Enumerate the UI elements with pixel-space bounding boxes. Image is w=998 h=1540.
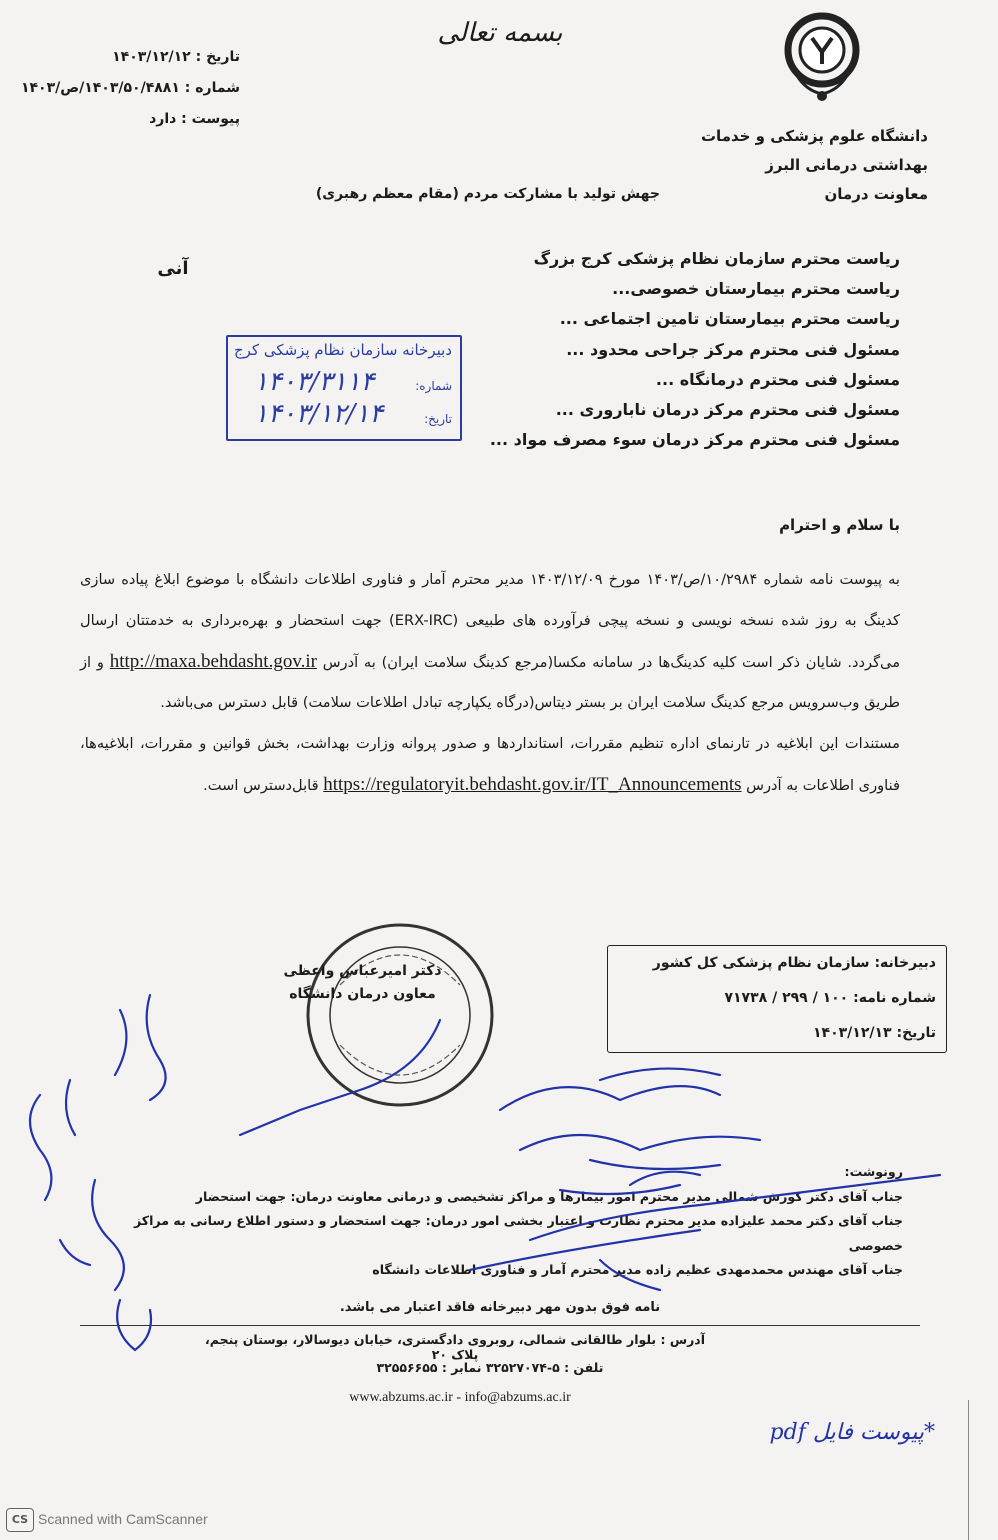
round-seal-icon	[300, 915, 500, 1115]
phone-line: تلفن : ۵-۳۲۵۲۷۰۷۴ نمابر : ۳۲۵۵۶۶۵۵	[376, 1360, 604, 1375]
handwritten-attachment-note: *پیوست فایل pdf	[769, 1420, 935, 1445]
footer-divider	[80, 1325, 920, 1326]
recipient-item: مسئول فنی محترم مرکز درمان ناباروری ...	[555, 400, 900, 420]
validity-note: نامه فوق بدون مهر دبیرخانه فاقد اعتبار می باشد.	[339, 1300, 661, 1315]
body-p1-text-b: و از طریق وب‌سرویس مرجع کدینگ سلامت ایران بر بستر دیتاس(درگاه یکپارچه تبادل اطلاعات سلامت) قابل دسترس می‌باشد.	[80, 653, 900, 712]
web-contact[interactable]: www.abzums.ac.ir - info@abzums.ac.ir	[349, 1390, 571, 1405]
urgency-label: آنی	[157, 258, 189, 279]
signer-name: دکتر امیرعباس واعظی	[283, 963, 442, 979]
university-line-1: دانشگاه علوم پزشکی و خدمات	[700, 127, 928, 145]
body-p1-text-a: به پیوست نامه شماره ۱۰/۲۹۸۴/ص/۱۴۰۳ مورخ ۱۴۰۳/۱۲/۰۹ مدیر محترم آمار و فناوری اطلاعات دانشگاه با موضوع ابلاغ پیاده سازی کدینگ به روز شده نسخه نویسی و نسخه پیچی فرآورده های طبیعی (ERX-IRC) جهت استحضار و بهره‌برداری به خدمتتان ارسال می‌گردد. شایان ذکر است کلیه کدینگ‌ها در سامانه مکسا(مرجع کدینگ سلامت ایران) به آدرس	[80, 571, 901, 671]
camscanner-badge: CS	[6, 1508, 34, 1532]
university-line-2: بهداشتی درمانی البرز	[765, 156, 928, 174]
cc-item: جناب آقای دکتر محمد علیزاده مدیر محترم نظارت و اعتبار بخشی امور درمان: جهت استحضار و دستور اطلاع رسانی به مراکز خصوصی	[133, 1213, 903, 1253]
signer-block	[270, 960, 455, 1006]
body-p2-text-a: مستندات این ابلاغیه در تارنمای اداره تنظیم مقررات، استانداردها و صدور پروانه وزارت بهداشت، بخش قوانین و مقررات، ابلاغیه‌ها، فناوری اطلاعات به آدرس	[80, 735, 900, 794]
regulatory-link[interactable]: https://regulatoryit.behdasht.gov.ir/IT_Announcements	[323, 773, 742, 795]
secretariat-line-3: تاریخ: ۱۴۰۳/۱۲/۱۳	[813, 1025, 936, 1041]
cc-list	[113, 1160, 903, 1283]
recipient-item: ریاست محترم بیمارستان تامین اجتماعی ...	[559, 309, 900, 329]
camscanner-text: Scanned with CamScanner	[38, 1511, 208, 1527]
stamp-number-value: ۱۴۰۳/۳۱۱۴	[254, 367, 375, 397]
greeting: با سلام و احترام	[779, 516, 900, 534]
scan-edge-line	[968, 1400, 969, 1540]
bismillah: بسمه تعالی	[437, 18, 563, 48]
recipient-item: ریاست محترم سازمان نظام پزشکی کرج بزرگ	[533, 249, 900, 268]
recipient-item: مسئول فنی محترم درمانگاه ...	[655, 369, 900, 389]
recipient-item: مسئول فنی محترم مرکز درمان سوء مصرف مواد ...	[489, 430, 900, 450]
university-logo-icon	[775, 8, 870, 103]
stamp-date-label: تاریخ:	[424, 412, 452, 426]
letter-number: شماره : ۱۴۰۳/۵۰/۴۸۸۱/ص/۱۴۰۳	[20, 80, 240, 96]
maxa-link[interactable]: http://maxa.behdasht.gov.ir	[109, 650, 317, 672]
body-paragraph-1	[80, 560, 900, 724]
body-p2-text-b: قابل‌دسترس است.	[203, 776, 319, 794]
letter-body	[80, 560, 900, 807]
university-line-3: معاونت درمان	[824, 185, 928, 203]
cc-heading: رونوشت:	[844, 1164, 903, 1179]
letter-meta	[20, 42, 240, 135]
body-paragraph-2	[80, 724, 900, 807]
recipient-item: ریاست محترم بیمارستان خصوصی...	[612, 279, 900, 299]
letter-date: تاریخ : ۱۴۰۳/۱۲/۱۲	[112, 49, 240, 65]
stamp-title: دبیرخانه سازمان نظام پزشکی کرج	[233, 341, 452, 359]
stamp-date-value: ۱۴۰۳/۱۲/۱۴	[254, 399, 384, 429]
stamp-number-label: شماره:	[415, 379, 452, 393]
signer-title: معاون درمان دانشگاه	[289, 986, 436, 1002]
letter-attachment: پیوست : دارد	[149, 111, 240, 127]
cc-item: جناب آقای مهندس محمدمهدی عظیم زاده مدیر محترم آمار و فناوری اطلاعات دانشگاه	[372, 1262, 903, 1277]
cc-item: جناب آقای دکتر کورش شمالی مدیر محترم امور بیمارها و مراکز تشخیصی و درمانی معاونت درمان: جهت استحضار	[195, 1188, 903, 1204]
secretariat-stamp	[226, 335, 462, 441]
slogan: جهش تولید با مشارکت مردم (مقام معظم رهبری)	[315, 186, 660, 202]
national-secretariat-box	[607, 945, 947, 1053]
secretariat-line-1: دبیرخانه: سازمان نظام پزشکی کل کشور	[652, 955, 936, 971]
secretariat-line-2: شماره نامه: ۱۰۰ / ۲۹۹ / ۷۱۷۳۸	[724, 990, 936, 1006]
university-name	[701, 122, 928, 209]
recipient-item: مسئول فنی محترم مرکز جراحی محدود ...	[566, 339, 900, 359]
address-line: آدرس : بلوار طالقانی شمالی، روبروی دادگستری، خیابان دیوسالار، بوستان پنجم، پلاک ۲۰	[205, 1332, 705, 1362]
